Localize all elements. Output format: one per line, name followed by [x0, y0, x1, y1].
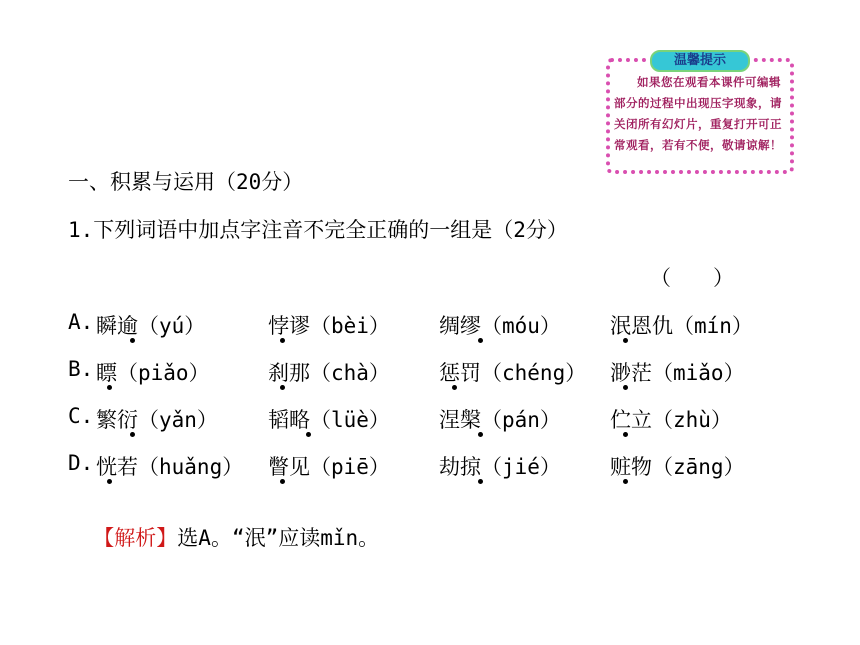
analysis — [68, 498, 379, 552]
emphasis-dot — [130, 432, 135, 437]
option-c-item-3: 涅槃（pán） — [439, 408, 561, 432]
option-d-item-1: 恍若（huǎng） — [96, 455, 244, 479]
emphasis-dot — [107, 479, 112, 484]
emphasis-dot — [478, 432, 483, 437]
emphasis-dot — [478, 479, 483, 484]
option-a-label: A. — [68, 310, 94, 334]
option-a-item-1: 瞬逾（yú） — [96, 314, 206, 338]
option-c-item-2: 韬略（lüè） — [268, 408, 390, 432]
analysis-tag: 【解析】 — [93, 526, 178, 550]
option-b-item-3: 惩罚（chéng） — [439, 361, 587, 385]
option-a-item-3: 绸缪（móu） — [439, 314, 561, 338]
option-b-item-4: 渺茫（miǎo） — [610, 361, 745, 385]
option-d-item-2: 瞥见（piē） — [268, 455, 390, 479]
option-b-item-2: 刹那（chà） — [268, 361, 390, 385]
analysis-text: 选A。“泯”应读mǐn。 — [177, 526, 380, 550]
option-d-item-3: 劫掠（jié） — [439, 455, 561, 479]
option-b-item-1: 瞟（piǎo） — [96, 361, 210, 385]
tip-title: 温馨提示 — [650, 50, 750, 72]
option-d-label: D. — [68, 451, 94, 475]
tip-text: 如果您在观看本课件可编辑部分的过程中出现压字现象，请关闭所有幻灯片，重复打开可正常观看，若有不便，敬请谅解！ — [614, 75, 782, 152]
answer-blank: （ ） — [650, 266, 734, 290]
emphasis-dot — [130, 338, 135, 343]
emphasis-dot — [306, 432, 311, 437]
option-c-label: C. — [68, 404, 94, 428]
emphasis-dot — [280, 479, 285, 484]
emphasis-dot — [623, 338, 628, 343]
emphasis-dot — [478, 338, 483, 343]
option-d-item-4: 赃物（zāng） — [610, 455, 745, 479]
emphasis-dot — [623, 432, 628, 437]
emphasis-dot — [623, 479, 628, 484]
emphasis-dot — [280, 385, 285, 390]
option-c-item-1: 繁衍（yǎn） — [96, 408, 218, 432]
emphasis-dot — [623, 385, 628, 390]
option-a-item-2: 悖谬（bèi） — [268, 314, 390, 338]
emphasis-dot — [452, 385, 457, 390]
emphasis-dot — [280, 338, 285, 343]
emphasis-dot — [107, 385, 112, 390]
question-stem: 1.下列词语中加点字注音不完全正确的一组是（2分） — [68, 218, 568, 242]
option-c-item-4: 伫立（zhù） — [610, 408, 732, 432]
option-b-label: B. — [68, 357, 94, 381]
section-title: 一、积累与运用（20分） — [68, 170, 304, 194]
option-a-item-4: 泯恩仇（mín） — [610, 314, 753, 338]
